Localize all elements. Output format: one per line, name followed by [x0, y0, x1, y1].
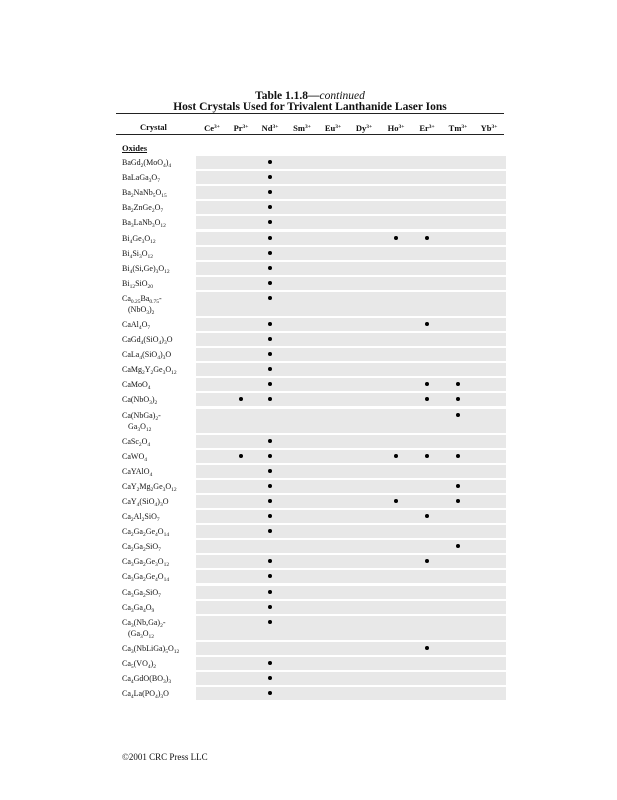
dot-tm [456, 413, 460, 417]
dot-ho [394, 236, 398, 240]
ion-header-eu: $Eu^{3+}$ [324, 123, 342, 133]
dot-tm [456, 484, 460, 488]
row-shading [196, 616, 506, 640]
dot-er [425, 454, 429, 458]
dot-nd [268, 337, 272, 341]
row-shading [196, 409, 506, 433]
dot-nd [268, 676, 272, 680]
dot-nd [268, 484, 272, 488]
ion-header-pr: $Pr^{3+}$ [233, 123, 249, 133]
table-title: Table 1.1.8—continued [255, 90, 365, 102]
dot-nd [268, 514, 272, 518]
row-shading [196, 555, 506, 568]
crystal-name: $Ca_2Al_2SiO_7$ [122, 512, 160, 523]
dot-er [425, 514, 429, 518]
dot-er [425, 322, 429, 326]
crystal-name: $Ca_4GdO(BO_3)_3$ [122, 673, 172, 685]
table-caption: Host Crystals Used for Trivalent Lanthanide Laser Ions [173, 101, 447, 113]
crystal-name: CaWO$_4$ [122, 451, 147, 463]
crystal-name: $Ca_2Ga_2SiO_7$ [122, 542, 161, 554]
copyright-footer: ©2001 CRC Press LLC [122, 752, 208, 762]
crystal-name: $Bi_4Ge_3O_{12}$ [122, 233, 156, 245]
crystal-name: $Ca_{0.25}Ba_{0.75}-$ $(NbO_3)_2$ [122, 293, 162, 316]
row-shading [196, 216, 506, 229]
dot-nd [268, 322, 272, 326]
crystal-name: $Ca_3(Nb,Ga)_2-$ ($Ga_3O_{12}$ [122, 617, 166, 640]
crystal-name: $Bi_{12}SiO_{20}$ [122, 278, 154, 290]
crystal-name: $Ca(NbGa)_2-$ $Ga_3O_{12}$ [122, 410, 161, 433]
row-shading [196, 510, 506, 523]
crystal-name: $Ba_3LaNb_3O_{12}$ [122, 218, 166, 230]
section-label: Oxides [122, 143, 148, 153]
ion-header-sm: $Sm^{3+}$ [293, 123, 311, 133]
row-shading [196, 262, 506, 275]
crystal-name: $Ca_3Ga_2SiO_7$ [122, 587, 161, 599]
row-shading [196, 525, 506, 538]
row-shading [196, 465, 506, 478]
crystal-name: $Ca_5(VO_4)_2$ [122, 658, 157, 670]
row-shading [196, 657, 506, 670]
dot-nd [268, 236, 272, 240]
dot-nd [268, 605, 272, 609]
dot-nd [268, 160, 272, 164]
crystal-name: $Ca(NbO_3)_2$ [122, 395, 158, 407]
row-shading [196, 156, 506, 169]
dot-nd [268, 266, 272, 270]
crystal-name: $BaGd_2(MoO_4)_4$ [122, 158, 172, 169]
crystal-name: $Ca_3(NbLiGa)_5O_{12}$ [122, 643, 180, 655]
crystal-name: CaMoO$_4$ [122, 380, 151, 392]
crystal-name: $Ca_3Ga_2Ge_4O_{14}$ [122, 572, 170, 584]
row-shading [196, 277, 506, 290]
crystal-name: $Ba_2NaNb_5O_{15}$ [122, 188, 167, 200]
row-shading [196, 687, 506, 700]
row-shading [196, 292, 506, 316]
ion-header-nd: $Nd^{3+}$ [261, 123, 279, 133]
ion-header-yb: $Yb^{3+}$ [480, 123, 498, 133]
dot-nd [268, 620, 272, 624]
crystal-name: $Bi_4Si_3O_{12}$ [122, 248, 154, 260]
row-shading [196, 601, 506, 614]
row-shading [196, 570, 506, 583]
crystal-name: $Ba_2ZnGe_2O_7$ [122, 203, 164, 215]
row-shading [196, 642, 506, 655]
ion-header-ho: $Ho^{3+}$ [387, 123, 405, 133]
row-shading [196, 586, 506, 599]
crystal-name: $CaAl_4O_7$ [122, 319, 151, 331]
crystal-name: $Bi_4(Si,Ge)_3O_{12}$ [122, 263, 170, 275]
dot-er [425, 646, 429, 650]
row-shading [196, 232, 506, 245]
crystal-name: $CaY_4(SiO_4)_3O$ [122, 496, 169, 508]
dot-nd [268, 469, 272, 473]
crystal-name: $Ca_4La(PO_4)_3O$ [122, 689, 169, 700]
row-shading [196, 672, 506, 685]
crystal-name: $Ca_3Ga_2Ge_3O_{12}$ [122, 557, 170, 569]
crystal-name: CaYAlO$_4$ [122, 466, 153, 478]
crystal-name: $Ca_3Ga_4O_9$ [122, 602, 155, 614]
ion-header-tm: $Tm^{3+}$ [448, 123, 468, 133]
crystal-name: $BaLaGa_3O_7$ [122, 173, 160, 185]
dot-nd [268, 296, 272, 300]
crystal-name: $CaMg_2Y_2Ge_3O_{12}$ [122, 365, 177, 377]
ion-header-ce: $Ce^{3+}$ [204, 123, 220, 133]
dot-nd [268, 661, 272, 665]
row-shading [196, 435, 506, 448]
dot-tm [456, 499, 460, 503]
row-shading [196, 186, 506, 199]
dot-pr [239, 454, 243, 458]
crystal-name: $CaLa_4(SiO_4)_3O$ [122, 350, 172, 362]
ion-header-dy: $Dy^{3+}$ [355, 123, 373, 133]
crystal-column-header: Crystal [140, 122, 167, 132]
dot-nd [268, 691, 272, 695]
dot-nd [268, 439, 272, 443]
crystal-name: $Ca_2Ga_2Ge_4O_{14}$ [122, 527, 170, 539]
dot-nd [268, 454, 272, 458]
dot-nd [268, 590, 272, 594]
dot-tm [456, 454, 460, 458]
dot-nd [268, 281, 272, 285]
crystal-name: $CaY_2Mg_2Ge_3O_{12}$ [122, 481, 177, 493]
row-shading [196, 333, 506, 346]
row-shading [196, 363, 506, 376]
row-shading [196, 201, 506, 214]
crystal-name: $CaSc_2O_4$ [122, 436, 151, 448]
dot-er [425, 236, 429, 240]
ion-header-er: $Er^{3+}$ [419, 123, 435, 133]
row-shading [196, 247, 506, 260]
dot-nd [268, 251, 272, 255]
row-shading [196, 348, 506, 361]
dot-ho [394, 454, 398, 458]
row-shading [196, 171, 506, 184]
row-shading [196, 318, 506, 331]
crystal-name: $CaGd_4(SiO_4)_3O$ [122, 335, 173, 346]
dot-ho [394, 499, 398, 503]
dot-nd [268, 499, 272, 503]
